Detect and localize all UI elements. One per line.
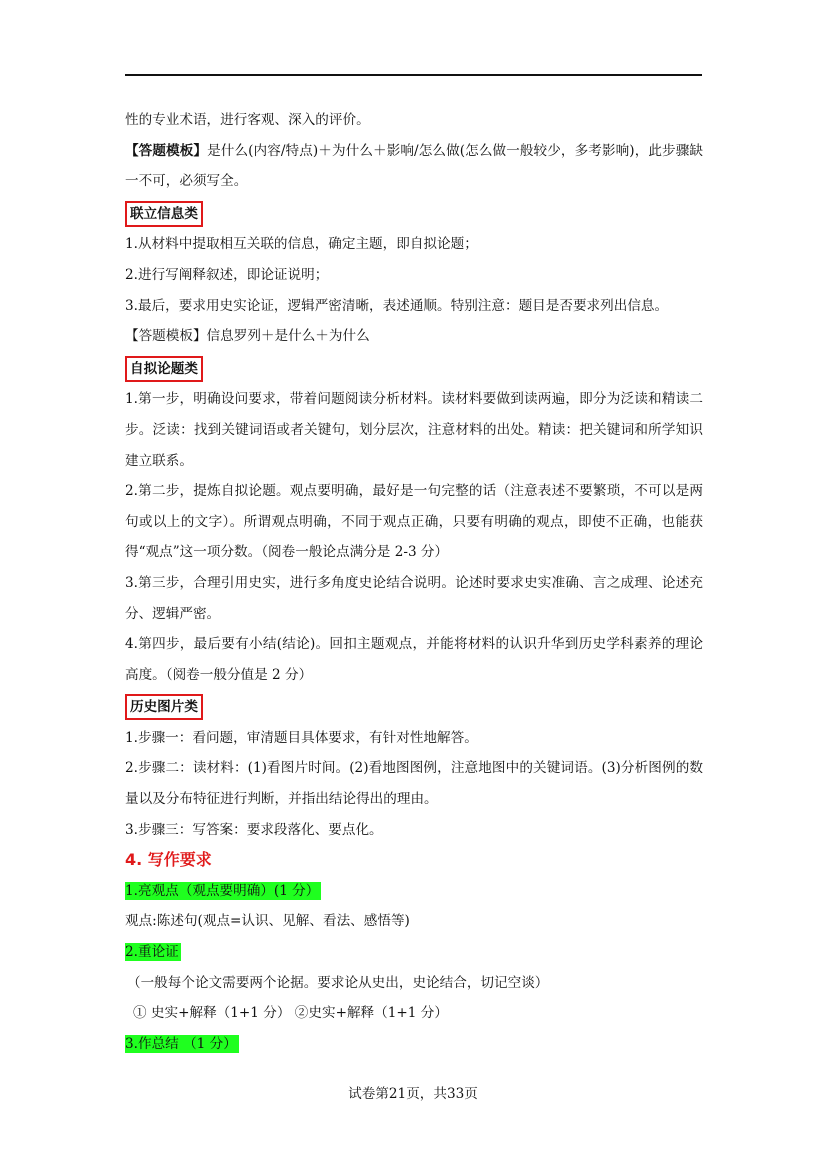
template-text: 是什么(内容/特点)＋为什么＋影响/怎么做(怎么做一般较少，多考影响)，此步骤缺一不可，必须写全。: [125, 142, 704, 190]
list-item: 1.从材料中提取相互关联的信息，确定主题，即自拟论题；: [125, 236, 478, 253]
section-heading-row: [125, 352, 703, 385]
list-item: 1.步骤一：看问题，审清题目具体要求，有针对性地解答。: [125, 729, 478, 746]
list-item: 2.进行写阐释叙述，即论证说明；: [125, 266, 329, 283]
paragraph: ① 史实+解释（1+1 分） ②史实+解释（1+1 分）: [133, 1005, 448, 1022]
list-item: 3.最后，要求用史实论证，逻辑严密清晰，表述通顺。特别注意：题目是否要求列出信息。: [125, 297, 669, 314]
answer-template-line: 【答题模板】信息罗列＋是什么＋为什么: [125, 328, 370, 345]
section-heading-history-images: 历史图片类: [125, 694, 203, 720]
highlight-row: [125, 876, 703, 907]
writing-requirements-heading: 4. 写作要求: [125, 850, 212, 870]
list-item: 2.第二步，提炼自拟论题。观点要明确，最好是一句完整的话（注意表述不要繁琐，不可以是两句或以上的文字）。所谓观点明确，不同于观点正确，只要有明确的观点，即使不正确，也能获得“观点”这一项分数。（阅卷一般论点满分是 2-3 分）: [125, 483, 703, 561]
list-item: 3.步骤三：写答案：要求段落化、要点化。: [125, 821, 383, 838]
paragraph: 观点:陈述句(观点=认识、见解、看法、感悟等): [125, 913, 410, 930]
paragraph: （一般每个论文需要两个论据。要求论从史出，史论结合，切记空谈）: [127, 974, 549, 991]
highlight-row: [125, 937, 703, 968]
answer-template-paragraph: [125, 136, 703, 197]
document-body: [125, 105, 703, 1059]
paragraph: 性的专业术语，进行客观、深入的评价。: [125, 112, 370, 128]
header-rule: [125, 74, 702, 76]
list-item: 3.第三步，合理引用史实，进行多角度史论结合说明。论述时要求史实准确、言之成理、论述充分、逻辑严密。: [125, 574, 703, 622]
list-item: 4.第四步，最后要有小结(结论)。回扣主题观点，并能将材料的认识升华到历史学科素养的理论高度。（阅卷一般分值是 2 分）: [125, 636, 703, 683]
highlighted-point-3: 3.作总结 （1 分）: [125, 1035, 237, 1052]
highlighted-point-1: 1.亮观点（观点要明确）(1 分）: [125, 882, 320, 899]
highlighted-point-2: 2.重论证: [125, 944, 179, 961]
section-heading-self-topic: 自拟论题类: [125, 356, 203, 382]
section-heading-row: [125, 690, 703, 723]
section-heading-linked-info: 联立信息类: [125, 201, 203, 227]
highlight-row: [125, 1029, 703, 1060]
template-label: 【答题模板】: [125, 142, 208, 159]
list-item: 1.第一步，明确设问要求，带着问题阅读分析材料。读材料要做到读两遍，即分为泛读和精读二步。泛读：找到关键词语或者关键句，划分层次，注意材料的出处。精读：把关键词和所学知识建立联系。: [125, 391, 703, 469]
section-heading-row: [125, 197, 703, 230]
page-footer: 试卷第21页，共33页: [348, 1086, 478, 1102]
list-item: 2.步骤二：读材料：(1)看图片时间。(2)看地图图例，注意地图中的关键词语。(3)分析图例的数量以及分布特征进行判断，并指出结论得出的理由。: [125, 760, 703, 808]
